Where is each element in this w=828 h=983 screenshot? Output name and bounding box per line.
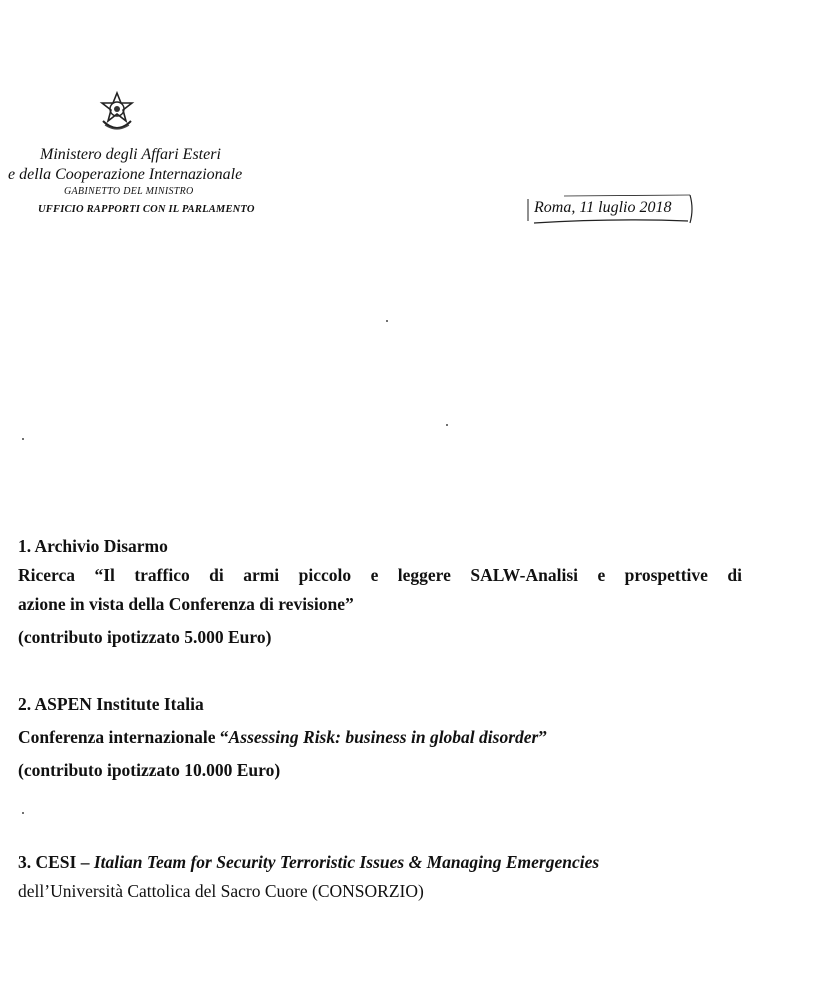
ministry-name-cont: e della Cooperazione Internazionale: [8, 166, 243, 183]
conference-title: Assessing Risk: business in global disorder: [228, 727, 539, 747]
university-line: dell’Università Cattolica del Sacro Cuore (CONSORZIO): [18, 881, 424, 901]
description-prefix: Conferenza internazionale “: [18, 727, 229, 747]
document-date: Roma, 11 luglio 2018: [534, 199, 672, 216]
item-archivio-disarmo: [18, 532, 758, 652]
scan-speck: [386, 320, 388, 322]
item-contribution: (contributo ipotizzato 5.000 Euro): [18, 627, 272, 647]
scan-speck: [22, 812, 24, 814]
item-description-cont: azione in vista della Conferenza di revisione”: [18, 594, 354, 614]
item-contribution: (contributo ipotizzato 10.000 Euro): [18, 760, 281, 780]
date-stamp: [524, 193, 694, 229]
item-cesi: [18, 848, 758, 906]
item-heading: 1. Archivio Disarmo: [18, 536, 168, 556]
republic-emblem-icon: [98, 91, 136, 133]
item-heading: 2. ASPEN Institute Italia: [18, 694, 204, 714]
item-description: Ricerca “Il traffico di armi piccolo e leggere SALW-Analisi e prospettive di: [18, 565, 742, 585]
cabinet-label: GABINETTO DEL MINISTRO: [64, 186, 194, 197]
scan-speck: [446, 424, 448, 426]
scan-speck: [22, 438, 24, 440]
item-aspen-institute: [18, 690, 758, 785]
office-label: UFFICIO RAPPORTI CON IL PARLAMENTO: [38, 204, 255, 215]
item-heading: [18, 848, 758, 877]
heading-prefix: 3. CESI –: [18, 852, 94, 872]
item-description: [18, 723, 758, 752]
description-suffix: ”: [538, 727, 548, 747]
team-name: Italian Team for Security Terroristic Issues & Managing Emergencies: [93, 852, 600, 872]
ministry-name: Ministero degli Affari Esteri: [40, 146, 221, 163]
